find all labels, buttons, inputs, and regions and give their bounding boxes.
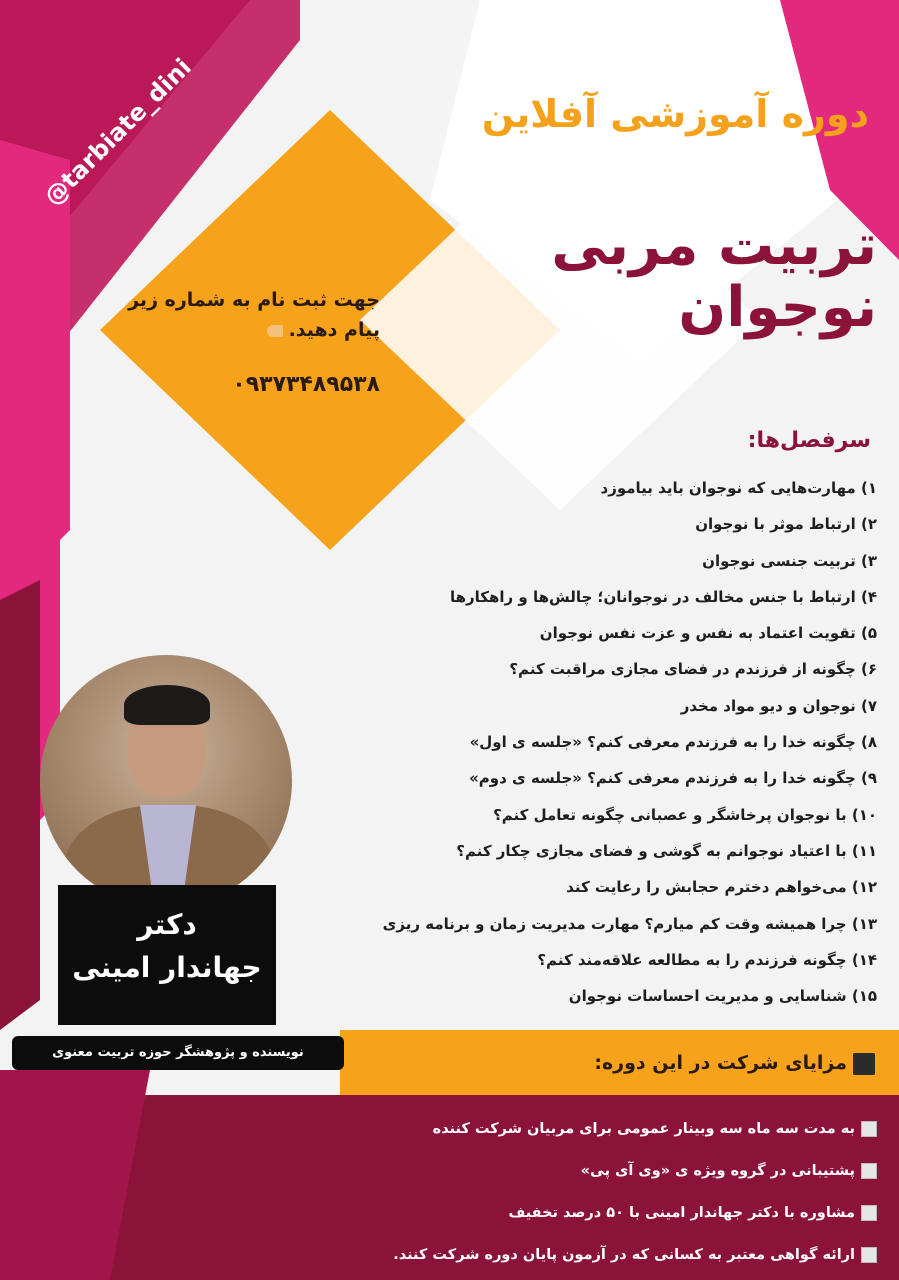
benefit-text: ارائه گواهی معتبر به کسانی که در آزمون پایان دوره شرکت کنند. <box>393 1247 855 1263</box>
registration-text <box>120 285 380 346</box>
list-item: ۶) چگونه از فرزندم در فضای مجازی مراقبت کنم؟ <box>509 660 877 679</box>
checkbox-square-icon <box>861 1205 877 1221</box>
author-description: نویسنده و پژوهشگر حوزه تربیت معنوی <box>12 1036 344 1070</box>
list-item: ۱۵) شناسایی و مدیریت احساسات نوجوان <box>568 987 877 1006</box>
course-type-title: دوره آموزشی آفلاین <box>481 92 869 136</box>
checkbox-square-icon <box>861 1247 877 1263</box>
author-photo <box>40 655 292 907</box>
benefit-text: پشتیبانی در گروه ویژه ی «وی آی پی» <box>580 1163 855 1179</box>
course-name-title: تربیت مربی نوجوان <box>551 213 877 340</box>
list-item: ۱۱) با اعتیاد نوجوانم به گوشی و فضای مجازی چکار کنم؟ <box>456 841 877 860</box>
benefits-heading-label: مزایای شرکت در این دوره: <box>594 1052 847 1074</box>
pointing-hand-icon <box>267 325 283 337</box>
checkbox-square-icon <box>861 1163 877 1179</box>
list-item: ۱) مهارت‌هایی که نوجوان باید بیاموزد <box>600 479 877 497</box>
registration-instruction: جهت ثبت نام به شماره زیر پیام دهید. <box>128 289 380 342</box>
benefit-text: به مدت سه ماه سه وبینار عمومی برای مربیان شرکت کننده <box>432 1121 855 1137</box>
list-item <box>17 1108 877 1150</box>
instagram-handle-banner <box>0 0 300 300</box>
black-square-icon <box>853 1053 875 1075</box>
list-item: ۳) تربیت جنسی نوجوان <box>702 551 877 570</box>
checkbox-square-icon <box>861 1121 877 1137</box>
list-item: ۱۳) چرا همیشه وقت کم میارم؟ مهارت مدیریت زمان و برنامه ریزی <box>382 914 877 933</box>
phone-number[interactable]: ۰۹۳۷۳۴۸۹۵۳۸ <box>232 372 380 397</box>
list-item: ۱۰) با نوجوان پرخاشگر و عصبانی چگونه تعامل کنم؟ <box>493 805 877 824</box>
list-item <box>17 1234 877 1276</box>
list-item: ۹) چگونه خدا را به فرزندم معرفی کنم؟ «جلسه ی دوم» <box>469 769 877 788</box>
benefit-text: مشاوره با دکتر جهاندار امینی با ۵۰ درصد تخفیف <box>508 1205 855 1221</box>
list-item: ۵) تقویت اعتماد به نفس و عزت نفس نوجوان <box>539 624 877 643</box>
list-item: ۷) نوجوان و دیو مواد مخدر <box>680 696 877 715</box>
author-name: جهاندار امینی <box>72 951 262 985</box>
topics-heading: سرفصل‌ها: <box>747 428 871 453</box>
instagram-handle[interactable]: @tarbiate_dini <box>38 52 197 212</box>
list-item: ۱۴) چگونه فرزندم را به مطالعه علاقه‌مند کنم؟ <box>537 950 877 969</box>
list-item: ۱۲) می‌خواهم دخترم حجابش را رعایت کند <box>566 878 877 897</box>
list-item <box>17 1150 877 1192</box>
list-item <box>17 1192 877 1234</box>
benefits-list <box>17 1108 877 1276</box>
author-name-box <box>58 885 276 1025</box>
list-item: ۴) ارتباط با جنس مخالف در نوجوانان؛ چالش‌ها و راهکارها <box>449 587 877 606</box>
author-title: دکتر <box>137 908 197 941</box>
list-item: ۲) ارتباط موثر با نوجوان <box>695 515 877 534</box>
topics-list <box>317 470 877 1014</box>
benefits-heading <box>594 1052 875 1075</box>
list-item: ۸) چگونه خدا را به فرزندم معرفی کنم؟ «جلسه ی اول» <box>469 733 877 752</box>
